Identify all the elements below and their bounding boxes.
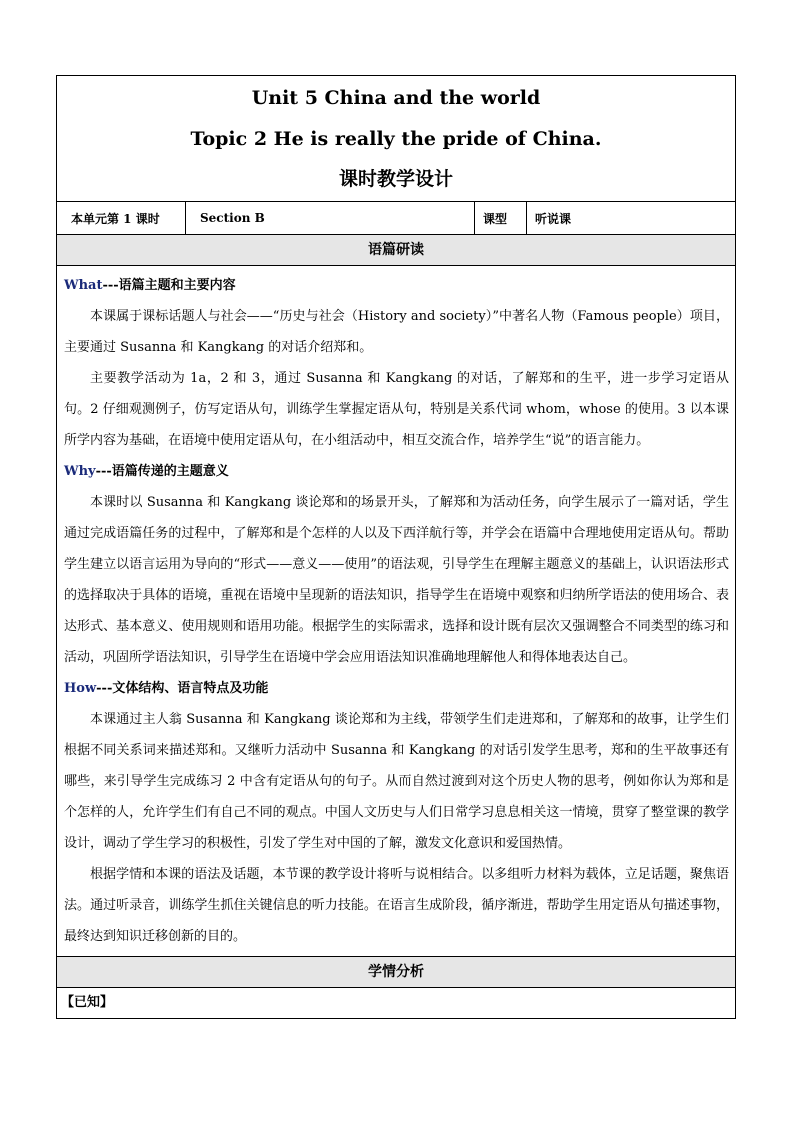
lesson-label: 本单元第 1 课时 <box>57 202 186 234</box>
what-paragraph-1: 本课属于课标话题人与社会——“历史与社会（History and society）”中著名人物（Famous people）项目，主要通过 Susanna 和 Kangkang 的对话介绍郑和。 <box>64 309 729 355</box>
why-heading: Why---语篇传递的主题意义 <box>64 464 229 479</box>
type-value: 听说课 <box>535 211 572 226</box>
design-title: 课时教学设计 <box>338 168 453 190</box>
lesson-plan-table <box>56 75 736 1019</box>
why-paragraph-1: 本课时以 Susanna 和 Kangkang 谈论郑和的场景开头，了解郑和为活动任务，向学生展示了一篇对话，学生通过完成语篇任务的过程中，了解郑和是个怎样的人以及下西洋航行等，并学会在语篇中合理地使用定语从句。帮助学生建立以语言运用为导向的“形式——意义——使用”的语法观，引导学生在理解主题意义的基础上，认识语法形式的选择取决于具体的语境，重视在语境中呈现新的语法知识，指导学生在语境中观察和归纳所学语法的使用场合、表达形式、基本意义、使用规则和语用功能。根据学生的实际需求，选择和设计既有层次又强调整合不同类型的练习和活动，巩固所学语法知识，引导学生在语境中学会应用语法知识准确地理解他人和得体地表达自己。 <box>64 495 729 665</box>
section-value: Section B <box>186 202 475 234</box>
what-paragraph-2: 主要教学活动为 1a，2 和 3，通过 Susanna 和 Kangkang 的对话，了解郑和的生平，进一步学习定语从句。2 仔细观测例子，仿写定语从句，训练学生掌握定语从句，特别是关系代词 whom，whose 的使用。3 以本课所学内容为基础，在语境中使用定语从句，在小组活动中，相互交流合作，培养学生“说”的语言能力。 <box>64 371 729 448</box>
how-paragraph-2: 根据学情和本课的语法及话题，本节课的教学设计将听与说相结合。以多组听力材料为载体，立足话题，聚焦语法。通过听录音，训练学生抓住关键信息的听力技能。在语言生成阶段，循序渐进，帮助学生用定语从句描述事物，最终达到知识迁移创新的目的。 <box>64 867 729 944</box>
what-heading: What---语篇主题和主要内容 <box>64 278 236 293</box>
section-heading-learner-analysis: 学情分析 <box>57 956 735 988</box>
topic-title: Topic 2 He is really the pride of China. <box>190 128 602 150</box>
meta-row <box>57 202 735 235</box>
section-heading-text-study: 语篇研读 <box>57 235 735 266</box>
unit-title: Unit 5 China and the world <box>251 87 541 109</box>
text-study-content <box>57 266 735 956</box>
known-label: 【已知】 <box>61 995 114 1010</box>
type-label: 课型 <box>475 202 527 234</box>
title-block <box>57 76 735 202</box>
how-paragraph-1: 本课通过主人翁 Susanna 和 Kangkang 谈论郑和为主线，带领学生们走进郑和，了解郑和的故事，让学生们根据不同关系词来描述郑和。又继听力活动中 Susanna 和 Kangkang 的对话引发学生思考，郑和的生平故事还有哪些，来引导学生完成练习 2 中含有定语从句的句子。从而自然过渡到对这个历史人物的思考，例如你认为郑和是个怎样的人，允许学生们有自己不同的观点。中国人文历史与人们日常学习息息相关这一情境，贯穿了整堂课的教学设计，调动了学生学习的积极性，引发了学生对中国的了解，激发文化意识和爱国热情。 <box>64 712 729 851</box>
how-heading: How---文体结构、语言特点及功能 <box>64 681 269 696</box>
